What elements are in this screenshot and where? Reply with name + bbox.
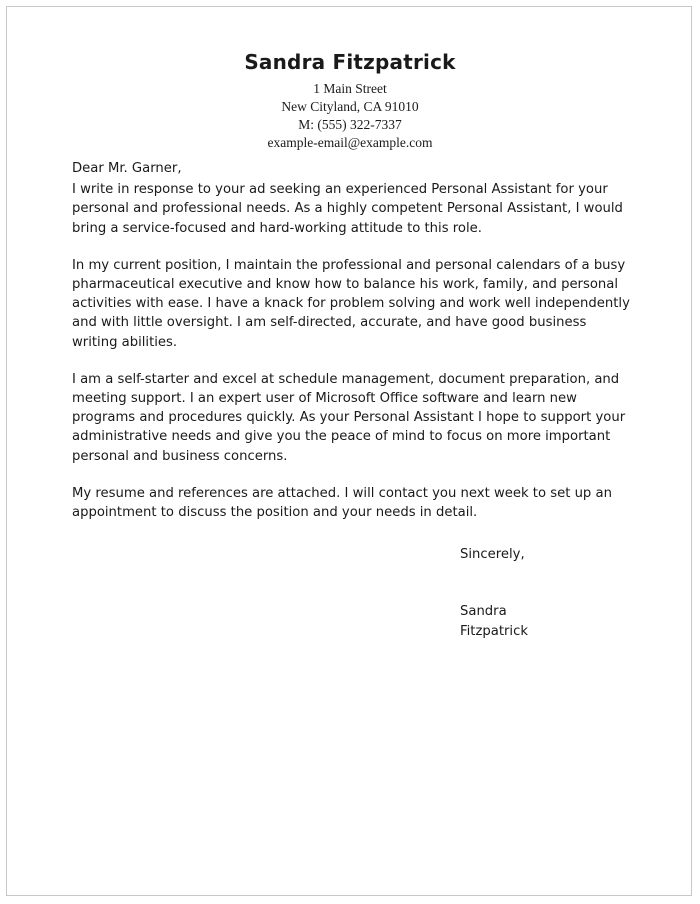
sender-name: Sandra Fitzpatrick bbox=[244, 50, 456, 74]
letter-body bbox=[72, 159, 632, 540]
sender-phone: M: (555) 322-7337 bbox=[298, 117, 402, 132]
sender-street: 1 Main Street bbox=[313, 81, 387, 96]
paragraph-closing: My resume and references are attached. I will contact you next week to set up an appointment to discuss the position and your needs in detail. bbox=[72, 485, 612, 521]
paragraph-skills: I am a self-starter and excel at schedule management, document preparation, and meeting support. I an expert user of Microsoft Office software and learn new programs and procedures quickly. As your Personal Assistant I hope to support your administrative needs and give you the peace of mind to focus on more important personal and business concerns. bbox=[72, 371, 626, 464]
sender-city: New Cityland, CA 91010 bbox=[281, 99, 419, 114]
sender-email: example-email@example.com bbox=[267, 135, 433, 150]
signature-first-name: Sandra bbox=[460, 604, 507, 619]
salutation: Dear Mr. Garner, bbox=[72, 161, 182, 176]
paragraph-intro: I write in response to your ad seeking an experienced Personal Assistant for your personal and professional needs. As a highly competent Personal Assistant, I would bring a service-focused and hard-working attitude to this role. bbox=[72, 182, 623, 236]
valediction: Sincerely, bbox=[460, 547, 525, 562]
paragraph-experience: In my current position, I maintain the professional and personal calendars of a busy pharmaceutical executive and know how to balance his work, family, and personal activities with ease. I have a knack for problem solving and work well independently and with little oversight. I am self-directed, accurate, and have good business writing abilities. bbox=[72, 257, 630, 350]
signature-last-name: Fitzpatrick bbox=[460, 624, 528, 639]
